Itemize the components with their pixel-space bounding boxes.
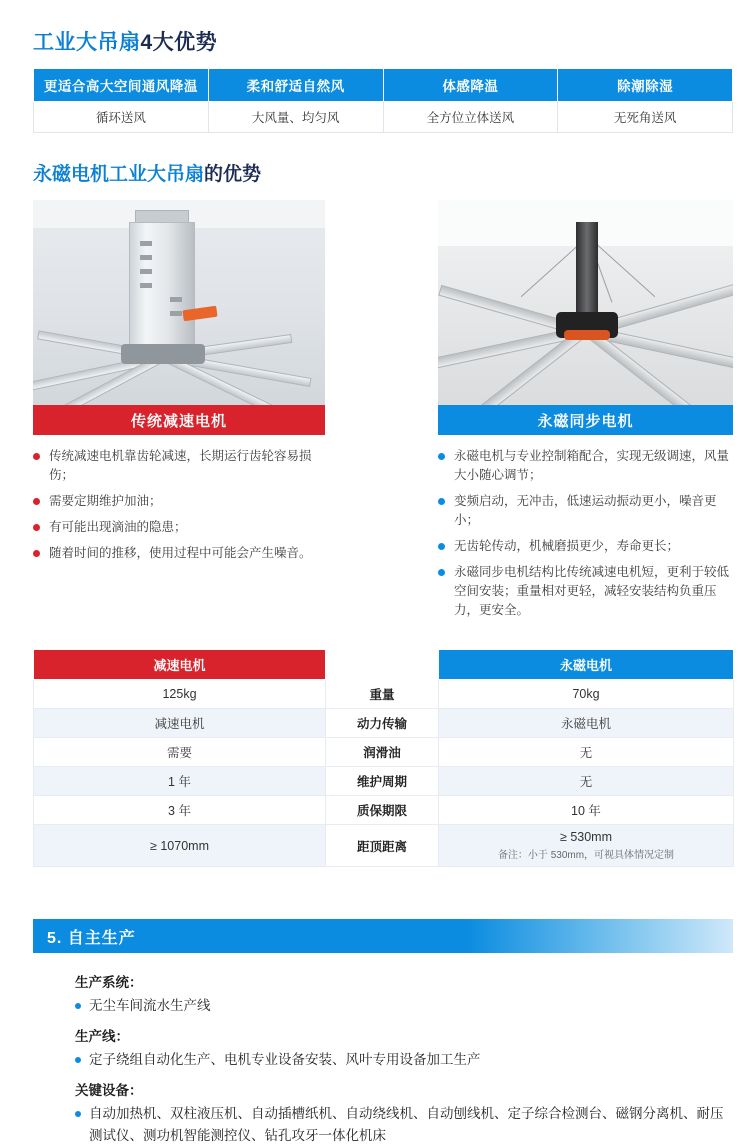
production-line-list	[75, 1049, 725, 1071]
spec-left-value: 需要	[34, 738, 326, 767]
list-item: 有可能出现滴油的隐患；	[33, 518, 325, 537]
traditional-motor-column	[33, 200, 325, 627]
spec-right-value: 10 年	[439, 796, 734, 825]
vent-slot	[140, 283, 152, 288]
spec-right-value	[439, 825, 734, 867]
traditional-motor-bullets	[33, 447, 325, 563]
advantage-header-1: 更适合高大空间通风降温	[34, 69, 209, 102]
table-header-row	[34, 69, 733, 102]
advantage-value-3: 全方位立体送风	[383, 102, 558, 133]
vent-slot	[140, 241, 152, 246]
production-system-list	[75, 995, 725, 1017]
spec-label: 距顶距离	[326, 825, 439, 867]
advantage-value-1: 循环送风	[34, 102, 209, 133]
spec-left-value: 1 年	[34, 767, 326, 796]
table-row	[34, 738, 734, 767]
spec-right-value: 无	[439, 738, 734, 767]
section2-title-rest: 的优势	[204, 164, 262, 185]
table-row	[34, 102, 733, 133]
table-row	[34, 767, 734, 796]
pm-motor-photo	[438, 200, 733, 405]
list-item: 随着时间的推移，使用过程中可能会产生噪音。	[33, 544, 325, 563]
list-item: 无尘车间流水生产线	[75, 995, 725, 1017]
section5-title: 5. 自主生产	[47, 929, 136, 947]
spec-right-value: 永磁电机	[439, 709, 734, 738]
vent-slot	[140, 269, 152, 274]
drop-pole	[576, 222, 598, 318]
section5-header-bar	[33, 919, 733, 953]
spec-left-value: 减速电机	[34, 709, 326, 738]
section1-title-rest: 4大优势	[140, 31, 218, 54]
vent-slot	[140, 255, 152, 260]
production-line-label: 生产线：	[75, 1029, 129, 1044]
spec-label: 质保期限	[326, 796, 439, 825]
spec-header-right: 永磁电机	[439, 650, 734, 680]
spec-label: 润滑油	[326, 738, 439, 767]
pm-motor-bullets	[438, 447, 733, 620]
section5-body	[75, 971, 725, 1147]
list-item: 需要定期维护加油；	[33, 492, 325, 511]
fan-hub	[121, 344, 205, 364]
list-item: 无齿轮传动，机械磨损更少，寿命更长；	[438, 537, 733, 556]
comparison-columns	[33, 200, 733, 627]
advantage-header-4: 除潮除湿	[558, 69, 733, 102]
pm-motor-caption: 永磁同步电机	[438, 405, 733, 435]
spec-label: 动力传输	[326, 709, 439, 738]
key-equipment-label: 关键设备：	[75, 1083, 143, 1098]
list-item: 自动加热机、双柱液压机、自动插槽纸机、自动绕线机、自动刨线机、定子综合检测台、磁钢分离机、耐压测试仪、测功机智能测控仪、钻孔攻牙一体化机床	[75, 1103, 725, 1147]
key-equipment-list	[75, 1103, 725, 1147]
table-row	[34, 825, 734, 867]
section2-title-highlight: 永磁电机工业大吊扇	[33, 164, 205, 185]
table-row	[34, 796, 734, 825]
spec-right-main: ≥ 530mm	[559, 830, 612, 844]
table-row	[34, 709, 734, 738]
spec-left-value: 125kg	[34, 680, 326, 709]
advantage-value-2: 大风量、均匀风	[208, 102, 383, 133]
vent-slot	[170, 297, 182, 302]
traditional-motor-photo	[33, 200, 325, 405]
production-system-label: 生产系统：	[75, 975, 143, 990]
vent-slot	[170, 311, 182, 316]
pm-motor-column	[438, 200, 733, 627]
spec-comparison-table	[33, 649, 734, 867]
spec-header-mid	[326, 650, 439, 680]
advantage-header-3: 体感降温	[383, 69, 558, 102]
advantage-header-2: 柔和舒适自然风	[208, 69, 383, 102]
section1-title-highlight: 工业大吊扇	[33, 31, 141, 54]
gear-motor-body	[129, 222, 195, 350]
spec-right-note: 备注：小于 530mm，可视具体情况定制	[497, 850, 675, 861]
spec-left-value: 3 年	[34, 796, 326, 825]
spec-left-value: ≥ 1070mm	[34, 825, 326, 867]
list-item: 永磁同步电机结构比传统减速电机短，更利于较低空间安装；重量相对更轻，减轻安装结构负重压力，更安全。	[438, 563, 733, 620]
advantage-value-4: 无死角送风	[558, 102, 733, 133]
table-row	[34, 680, 734, 709]
advantages-table	[33, 68, 733, 133]
spec-label: 维护周期	[326, 767, 439, 796]
spec-header-left: 减速电机	[34, 650, 326, 680]
list-item: 传统减速电机靠齿轮减速，长期运行齿轮容易损伤；	[33, 447, 325, 485]
traditional-motor-caption: 传统减速电机	[33, 405, 325, 435]
orange-ring	[564, 330, 610, 340]
section2-title	[33, 159, 725, 186]
list-item: 变频启动，无冲击，低速运动振动更小，噪音更小；	[438, 492, 733, 530]
table-header-row	[34, 650, 734, 680]
section1-title	[33, 0, 725, 56]
list-item: 定子绕组自动化生产、电机专业设备安装、风叶专用设备加工生产	[75, 1049, 725, 1071]
list-item: 永磁电机与专业控制箱配合，实现无级调速，风量大小随心调节；	[438, 447, 733, 485]
spec-label: 重量	[326, 680, 439, 709]
spec-right-value: 无	[439, 767, 734, 796]
spec-right-value: 70kg	[439, 680, 734, 709]
